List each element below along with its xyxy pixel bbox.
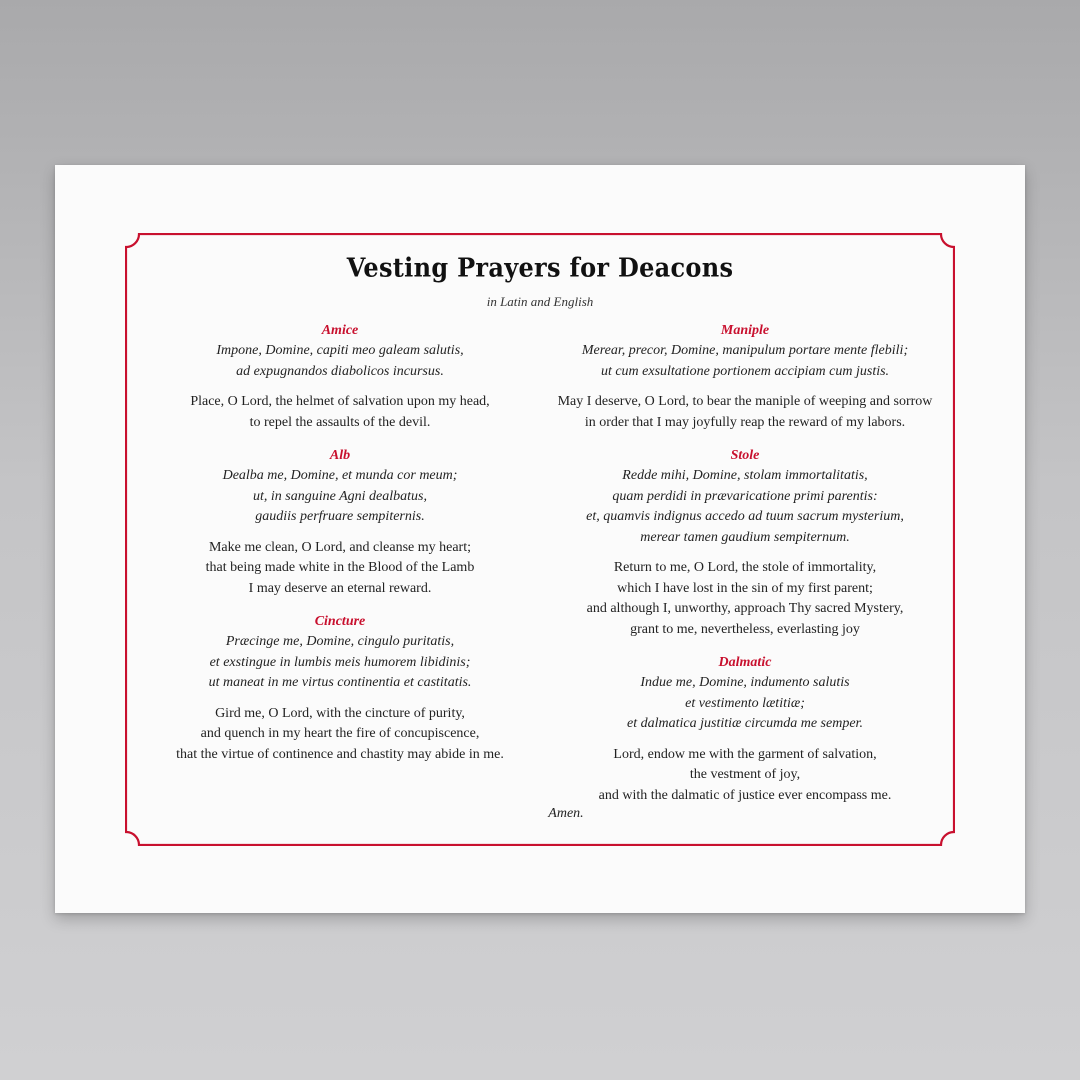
section-heading: Stole xyxy=(730,448,760,463)
latin-line: Indue me, Domine, indumento salutis xyxy=(640,675,850,690)
latin-line: gaudiis perfruare sempiternis. xyxy=(255,509,425,524)
latin-line: ad expugnandos diabolicos incursus. xyxy=(236,363,444,379)
english-line: Make me clean, O Lord, and cleanse my heart; xyxy=(208,539,471,555)
english-line: the vestment of joy, xyxy=(689,767,801,782)
poster-subtitle: in Latin and English xyxy=(486,294,594,309)
latin-line: Impone, Domine, capiti meo galeam salutis, xyxy=(216,343,464,358)
latin-line: quam perdidi in prævaricatione primi parentis: xyxy=(612,488,878,504)
section-alb xyxy=(135,446,545,599)
left-column xyxy=(135,321,545,765)
poster-title: Vesting Prayers for Deacons xyxy=(346,251,734,284)
section-heading: Alb xyxy=(329,448,351,463)
english-line: and quench in my heart the fire of concupiscence, xyxy=(200,726,480,741)
english-line: Gird me, O Lord, with the cincture of purity, xyxy=(215,705,465,721)
english-line: and with the dalmatic of justice ever encompass me. xyxy=(598,787,892,803)
latin-line: ut maneat in me virtus continentia et castitatis. xyxy=(208,675,472,690)
english-line: Place, O Lord, the helmet of salvation upon my head, xyxy=(190,394,490,409)
latin-line: ut cum exsultatione portionem accipiam cum justis. xyxy=(600,363,890,379)
poster xyxy=(55,165,1025,913)
english-line: to repel the assaults of the devil. xyxy=(249,414,431,430)
english-line: that being made white in the Blood of the Lamb xyxy=(205,560,475,575)
english-line: that the virtue of continence and chastity may abide in me. xyxy=(176,746,504,762)
section-maniple xyxy=(525,321,965,433)
english-line: in order that I may joyfully reap the reward of my labors. xyxy=(584,414,906,430)
latin-line: et dalmatica justitiæ circumda me semper. xyxy=(627,716,863,731)
english-line: grant to me, nevertheless, everlasting joy xyxy=(630,621,860,637)
latin-line: merear tamen gaudium sempiternum. xyxy=(640,529,850,545)
latin-line: Præcinge me, Domine, cingulo puritatis, xyxy=(225,634,455,649)
section-heading: Dalmatic xyxy=(718,655,772,670)
right-column xyxy=(525,321,965,806)
latin-line: ut, in sanguine Agni dealbatus, xyxy=(253,488,427,504)
latin-line: Merear, precor, Domine, manipulum portare mente flebili; xyxy=(581,343,909,358)
latin-line: Dealba me, Domine, et munda cor meum; xyxy=(222,468,458,483)
english-line: Lord, endow me with the garment of salvation, xyxy=(613,746,877,762)
amen-closing: Amen. xyxy=(548,806,584,821)
english-line: Return to me, O Lord, the stole of immortality, xyxy=(613,560,877,575)
latin-line: et vestimento lætitiæ; xyxy=(685,695,805,711)
section-amice xyxy=(135,321,545,433)
latin-line: et exstingue in lumbis meis humorem libidinis; xyxy=(209,654,471,670)
english-line: May I deserve, O Lord, to bear the maniple of weeping and sorrow xyxy=(557,394,933,409)
english-line: and although I, unworthy, approach Thy sacred Mystery, xyxy=(586,601,904,616)
section-cincture xyxy=(135,612,545,765)
section-heading: Cincture xyxy=(314,614,366,629)
section-stole xyxy=(525,446,965,640)
section-dalmatic xyxy=(525,653,965,806)
section-heading: Amice xyxy=(321,323,359,338)
latin-line: Redde mihi, Domine, stolam immortalitatis, xyxy=(622,468,868,483)
latin-line: et, quamvis indignus accedo ad tuum sacrum mysterium, xyxy=(586,509,904,524)
section-heading: Maniple xyxy=(720,323,770,338)
english-line: I may deserve an eternal reward. xyxy=(248,580,432,596)
english-line: which I have lost in the sin of my first parent; xyxy=(617,580,873,596)
